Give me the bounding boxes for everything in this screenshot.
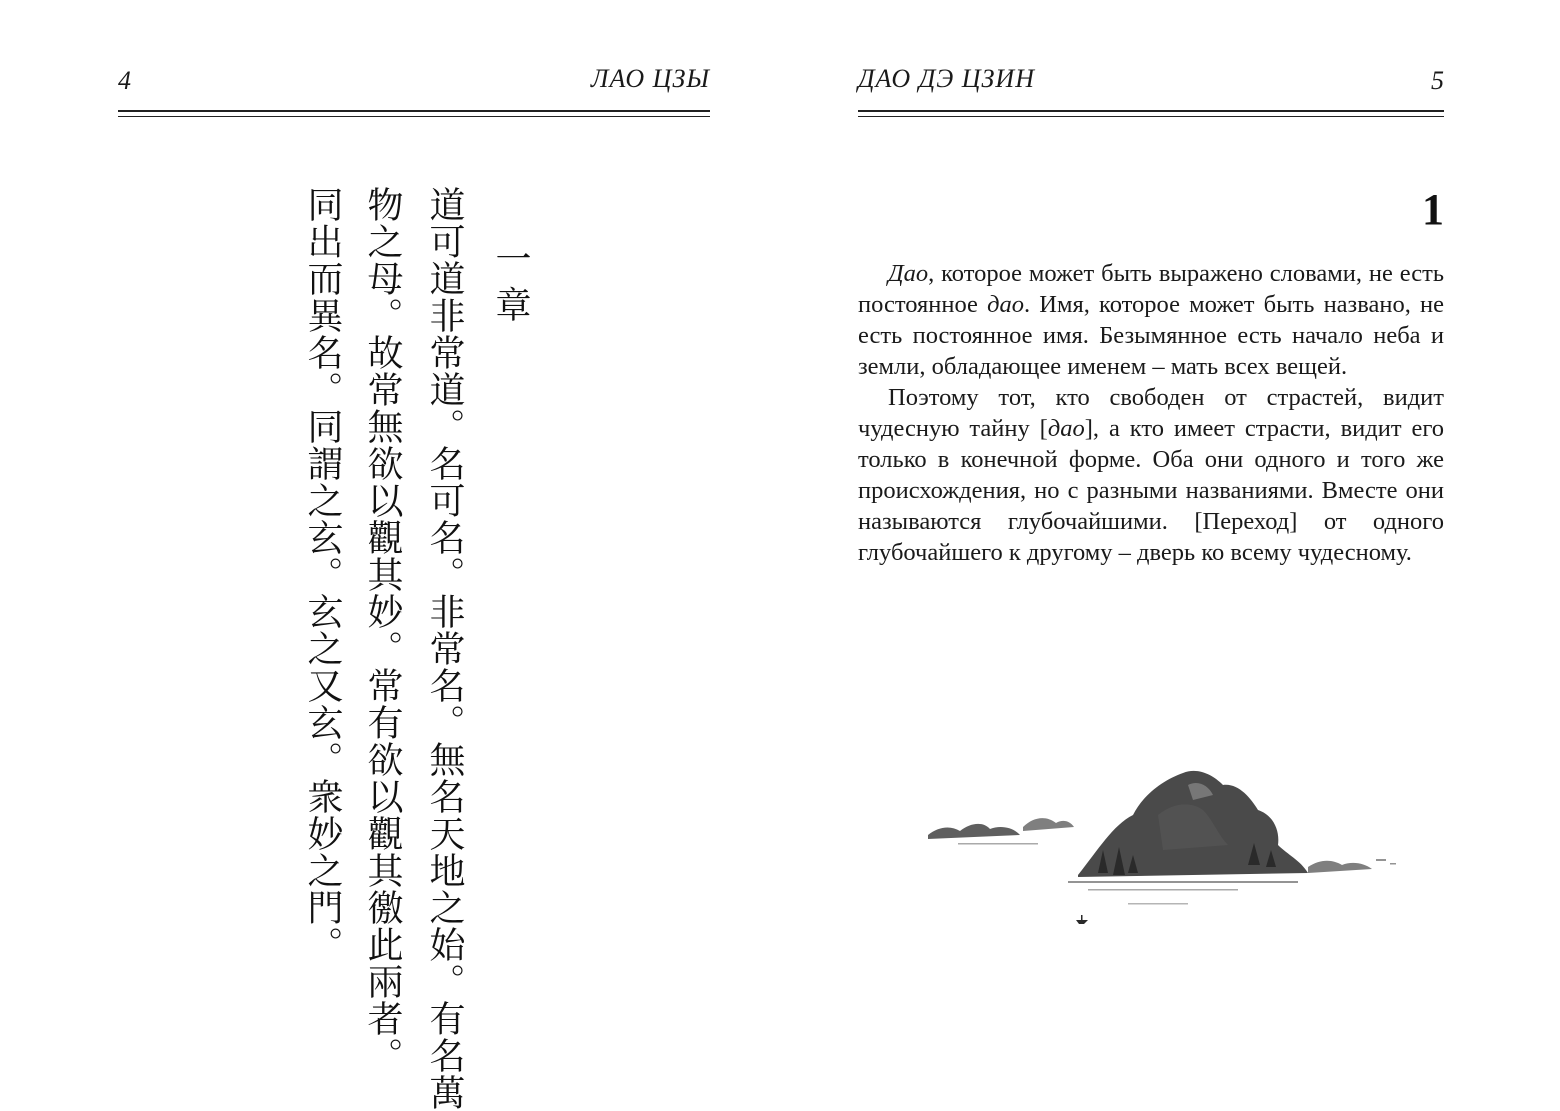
header-rule-right-thin [858,116,1444,117]
page-number-right: 5 [1431,66,1444,95]
chinese-column-2: 物之母。故常無欲以觀其妙。常有欲以觀其徼此兩者。 [362,186,403,1074]
right-page [780,0,1560,1080]
running-head-right: ДАО ДЭ ЦЗИН [858,64,1035,93]
translation-text [858,258,1444,568]
page-number-left: 4 [118,66,131,95]
header-rule-left [118,110,710,112]
chapter-number: 1 [1422,185,1444,234]
chinese-column-3: 同出而異名。同謂之玄。玄之又玄。衆妙之門。 [302,186,343,963]
italic-term: Дао [888,260,929,287]
header-rule-left-thin [118,116,710,117]
chapter-heading-chinese: 一章 [490,240,531,332]
italic-term: дао [987,291,1024,318]
ink-landscape-illustration [928,755,1398,945]
italic-term: дао [1047,415,1085,442]
running-head-left: ЛАО ЦЗЫ [590,64,710,93]
header-rule-right [858,110,1444,112]
paragraph-2: Поэтому тот, кто свободен от страстей, видит чудесную тайну [дао], а кто имеет страсти, видит его только в конечной форме. Оба они одного и того же происхождения, но с разными названиями. Вместе они называются глубочайшими. [Переход] от одного глубочайшего к другому – дверь ко всему чудесному. [858,384,1445,566]
chinese-column-1: 道可道非常道。名可名。非常名。無名天地之始。有名萬 [424,186,465,1111]
paragraph-1: Дао, которое может быть выражено словами, не есть постоянное дао. Имя, которое может быть названо, не есть постоянное имя. Безымянное есть начало неба и земли, обладающее именем – мать всех вещей. [858,260,1444,380]
